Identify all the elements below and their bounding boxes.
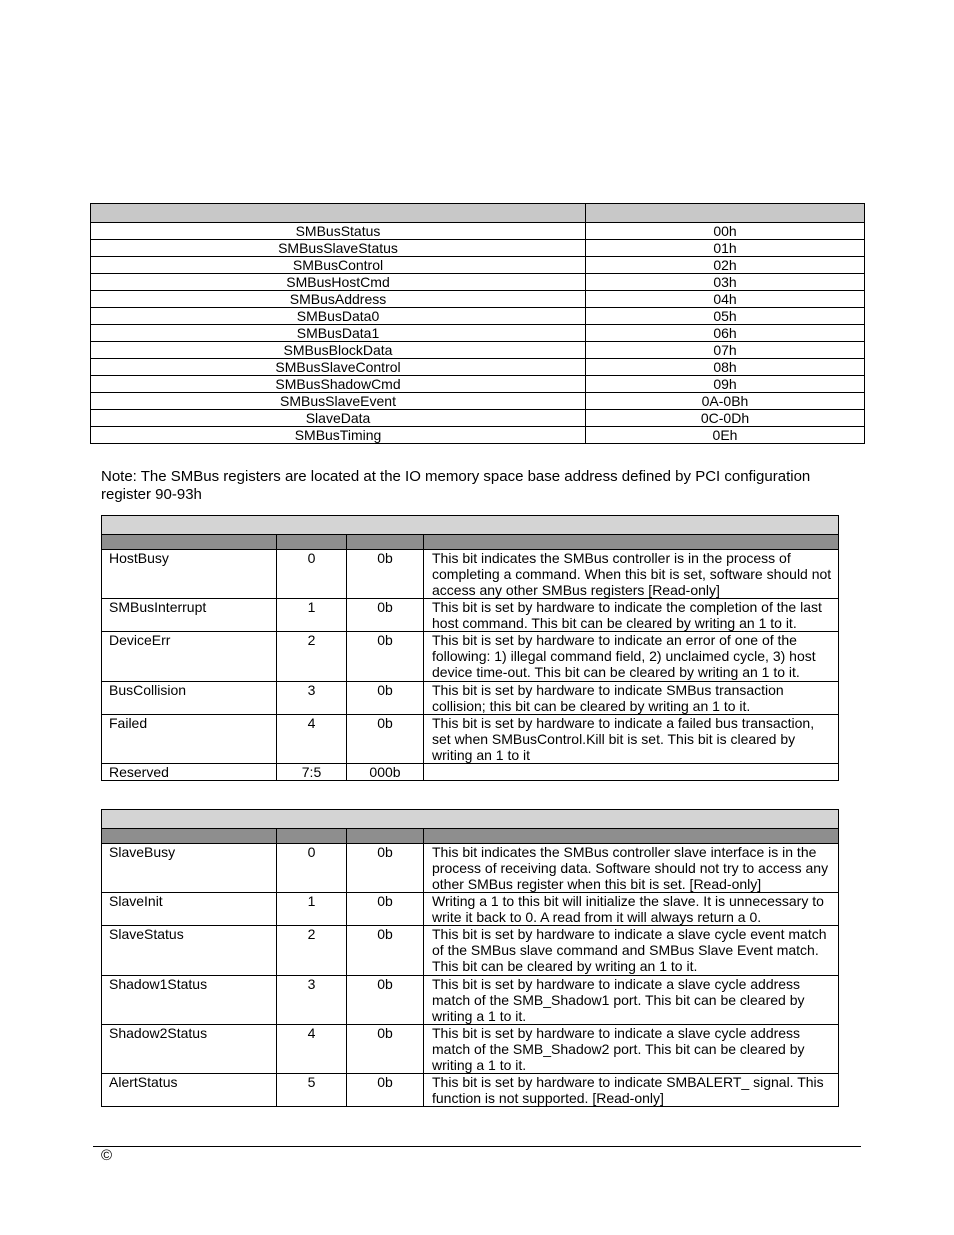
description-header (424, 829, 839, 844)
bit-field-name: Shadow1Status (102, 976, 277, 1025)
bit-field-row (102, 764, 839, 781)
register-row (91, 427, 865, 444)
register-row (91, 223, 865, 240)
bits-header (277, 535, 347, 550)
description-header (424, 535, 839, 550)
bit-position: 3 (277, 976, 347, 1025)
bit-field-name: BusCollision (102, 682, 277, 715)
bit-description: This bit indicates the SMBus controller slave interface is in the process of receiving data. Software should not try to access any other SMBus register when this bit is set. [Read-only] (424, 844, 839, 893)
bit-field-name: SlaveInit (102, 893, 277, 926)
bit-description: This bit is set by hardware to indicate a slave cycle event match of the SMBus slave command and SMBus Slave Event match. This bit can be cleared by writing an 1 to it. (424, 926, 839, 976)
register-offset: 03h (586, 274, 865, 291)
bit-position: 4 (277, 1025, 347, 1074)
register-name: SMBusHostCmd (91, 274, 586, 291)
bit-position: 0 (277, 844, 347, 893)
bit-field-name: DeviceErr (102, 632, 277, 682)
bit-position: 2 (277, 926, 347, 976)
register-offset-header (586, 204, 865, 223)
bit-description: This bit indicates the SMBus controller is in the process of completing a command. When this bit is set, software should not access any other SMBus registers [Read-only] (424, 550, 839, 599)
bit-default: 0b (347, 1025, 424, 1074)
bit-description: This bit is set by hardware to indicate a slave cycle address match of the SMB_Shadow2 port. This bit can be cleared by writing a 1 to it. (424, 1025, 839, 1074)
register-offset: 09h (586, 376, 865, 393)
bit-field-row (102, 632, 839, 682)
bit-field-row (102, 715, 839, 764)
bit-default: 0b (347, 682, 424, 715)
bit-description: This bit is set by hardware to indicate the completion of the last host command. This bit can be cleared by writing an 1 to it. (424, 599, 839, 632)
bit-default: 0b (347, 715, 424, 764)
register-offset: 0A-0Bh (586, 393, 865, 410)
register-offset: 0Eh (586, 427, 865, 444)
register-row (91, 325, 865, 342)
smbus-slave-status-bit-table (101, 809, 839, 1107)
bit-field-name: SlaveBusy (102, 844, 277, 893)
bit-field-name: SMBusInterrupt (102, 599, 277, 632)
register-row (91, 291, 865, 308)
register-offset: 02h (586, 257, 865, 274)
bit-field-row (102, 682, 839, 715)
slave-table-title-row (102, 810, 839, 829)
default-header (347, 829, 424, 844)
register-name-header (91, 204, 586, 223)
register-name: SMBusData0 (91, 308, 586, 325)
register-table-header (91, 204, 865, 223)
bit-description: This bit is set by hardware to indicate SMBus transaction collision; this bit can be cleared by writing an 1 to it. (424, 682, 839, 715)
register-row (91, 257, 865, 274)
bit-default: 0b (347, 844, 424, 893)
bit-field-row (102, 1074, 839, 1107)
register-offset: 07h (586, 342, 865, 359)
register-row (91, 393, 865, 410)
bit-description: This bit is set by hardware to indicate a slave cycle address match of the SMB_Shadow1 port. This bit can be cleared by writing a 1 to it. (424, 976, 839, 1025)
register-name: SMBusSlaveStatus (91, 240, 586, 257)
register-offset: 0C-0Dh (586, 410, 865, 427)
register-row (91, 376, 865, 393)
bit-default: 0b (347, 550, 424, 599)
register-name: SMBusBlockData (91, 342, 586, 359)
bit-default: 0b (347, 632, 424, 682)
slave-table-header-row (102, 829, 839, 844)
bit-field-name: AlertStatus (102, 1074, 277, 1107)
register-offset-table (90, 203, 865, 444)
register-row (91, 410, 865, 427)
bit-description: This bit is set by hardware to indicate SMBALERT_ signal. This function is not supported. [Read-only] (424, 1074, 839, 1107)
bit-default: 0b (347, 926, 424, 976)
bit-position: 7:5 (277, 764, 347, 781)
bit-position: 0 (277, 550, 347, 599)
register-name: SMBusControl (91, 257, 586, 274)
bits-header (277, 829, 347, 844)
bit-position: 5 (277, 1074, 347, 1107)
bit-field-row (102, 599, 839, 632)
bit-field-row (102, 550, 839, 599)
default-header (347, 535, 424, 550)
bit-field-row (102, 893, 839, 926)
bit-field-name: Reserved (102, 764, 277, 781)
register-row (91, 342, 865, 359)
register-offset: 01h (586, 240, 865, 257)
bit-field-name: HostBusy (102, 550, 277, 599)
register-name: SMBusSlaveEvent (91, 393, 586, 410)
register-name: SlaveData (91, 410, 586, 427)
bit-field-row (102, 926, 839, 976)
bit-field-name: Shadow2Status (102, 1025, 277, 1074)
bit-description: This bit is set by hardware to indicate an error of one of the following: 1) illegal command field, 2) unclaimed cycle, 3) host device time-out. This bit can be cleared by writing an 1 to it. (424, 632, 839, 682)
register-note: Note: The SMBus registers are located at the IO memory space base address defined by PCI configuration register 90-93h (101, 468, 811, 503)
status-table-title-row (102, 516, 839, 535)
bit-default: 0b (347, 599, 424, 632)
footer-copyright: © (101, 1147, 113, 1164)
bit-field-row (102, 844, 839, 893)
register-name: SMBusAddress (91, 291, 586, 308)
bit-field-name: SlaveStatus (102, 926, 277, 976)
bit-position: 4 (277, 715, 347, 764)
footer-divider (93, 1146, 861, 1147)
register-name: SMBusShadowCmd (91, 376, 586, 393)
bit-default: 0b (347, 893, 424, 926)
register-row (91, 308, 865, 325)
register-name: SMBusStatus (91, 223, 586, 240)
bit-position: 3 (277, 682, 347, 715)
bit-position: 1 (277, 893, 347, 926)
register-offset: 08h (586, 359, 865, 376)
bit-description: This bit is set by hardware to indicate a failed bus transaction, set when SMBusControl.Kill bit is set. This bit is cleared by writing an 1 to it (424, 715, 839, 764)
bit-default: 0b (347, 976, 424, 1025)
register-offset: 00h (586, 223, 865, 240)
register-row (91, 274, 865, 291)
bit-default: 0b (347, 1074, 424, 1107)
smbus-status-bit-table (101, 515, 839, 781)
register-row (91, 240, 865, 257)
bit-position: 2 (277, 632, 347, 682)
bit-default: 000b (347, 764, 424, 781)
status-table-header-row (102, 535, 839, 550)
register-name: SMBusTiming (91, 427, 586, 444)
register-name: SMBusSlaveControl (91, 359, 586, 376)
register-offset: 04h (586, 291, 865, 308)
register-offset: 06h (586, 325, 865, 342)
field-header (102, 829, 277, 844)
register-row (91, 359, 865, 376)
bit-description: Writing a 1 to this bit will initialize the slave. It is unnecessary to write it back to 0. A read from it will always return a 0. (424, 893, 839, 926)
bit-field-name: Failed (102, 715, 277, 764)
bit-field-row (102, 976, 839, 1025)
bit-position: 1 (277, 599, 347, 632)
bit-description (424, 764, 839, 781)
field-header (102, 535, 277, 550)
register-offset: 05h (586, 308, 865, 325)
bit-field-row (102, 1025, 839, 1074)
register-name: SMBusData1 (91, 325, 586, 342)
